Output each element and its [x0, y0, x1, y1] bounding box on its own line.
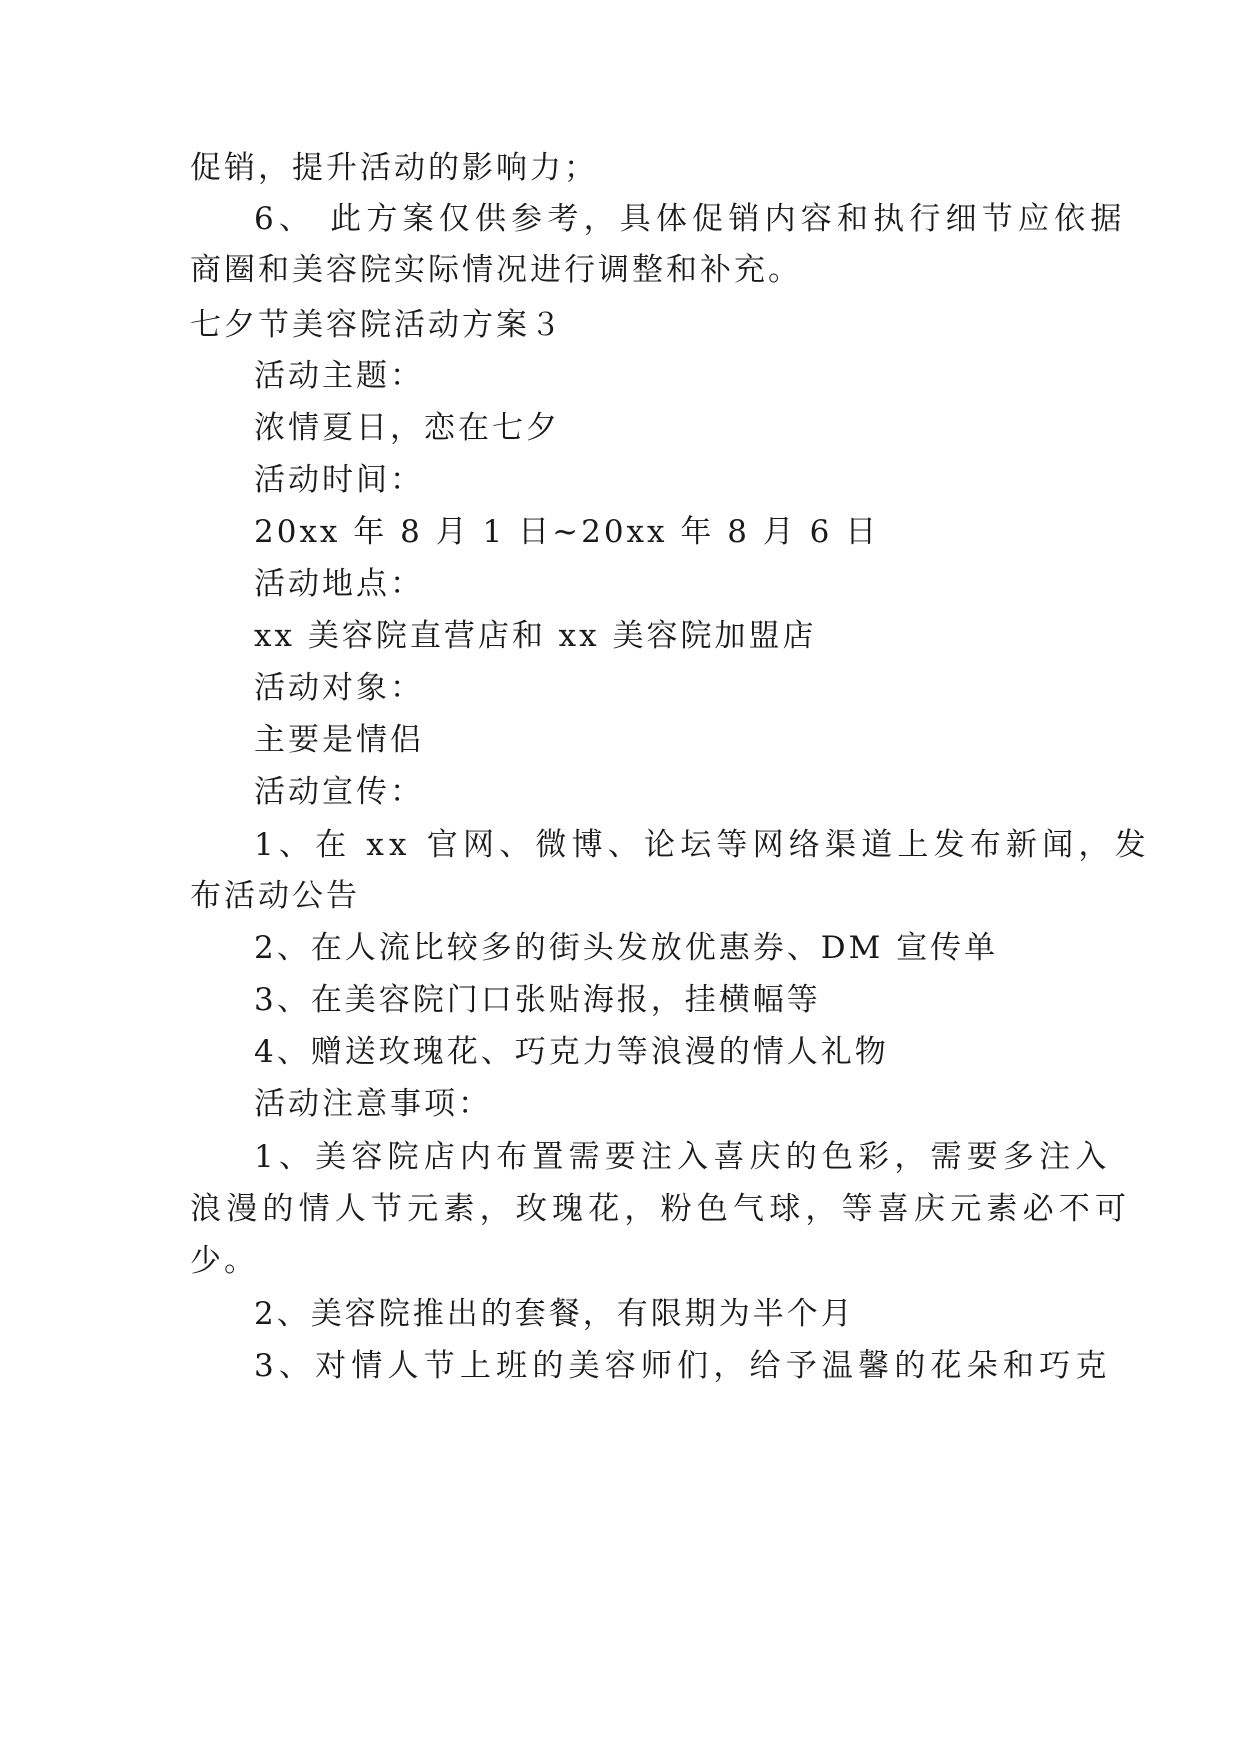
- promo-item-2: 2、在人流比较多的街头发放优惠券、DM 宣传单: [254, 930, 999, 966]
- section-heading: 七夕节美容院活动方案３: [190, 307, 564, 343]
- time-value: 20xx 年 8 月 1 日~20xx 年 8 月 6 日: [254, 514, 880, 550]
- theme-value: 浓情夏日，恋在七夕: [254, 410, 560, 446]
- time-label: 活动时间：: [254, 462, 424, 498]
- note-item-1-line-1: 1、美容院店内布置需要注入喜庆的色彩，需要多注入: [254, 1139, 1112, 1175]
- paragraph-item-6-line-1: 6、 此方案仅供参考，具体促销内容和执行细节应依据: [254, 201, 1127, 237]
- note-item-1-line-3: 少。: [190, 1243, 258, 1279]
- place-value: xx 美容院直营店和 xx 美容院加盟店: [254, 618, 817, 654]
- target-label: 活动对象：: [254, 670, 424, 706]
- place-label: 活动地点：: [254, 566, 424, 602]
- note-item-3-line-1: 3、对情人节上班的美容师们，给予温馨的花朵和巧克: [254, 1348, 1112, 1384]
- target-value: 主要是情侣: [254, 722, 424, 758]
- note-item-2: 2、美容院推出的套餐，有限期为半个月: [254, 1296, 855, 1332]
- promo-item-1-line-2: 布活动公告: [190, 878, 360, 914]
- promo-item-3: 3、在美容院门口张贴海报，挂横幅等: [254, 982, 821, 1018]
- promo-label: 活动宣传：: [254, 774, 424, 810]
- promo-item-4: 4、赠送玫瑰花、巧克力等浪漫的情人礼物: [254, 1034, 889, 1070]
- paragraph-continuation-line: 促销，提升活动的影响力；: [190, 150, 598, 186]
- theme-label: 活动主题：: [254, 358, 424, 394]
- note-item-1-line-2: 浪漫的情人节元素，玫瑰花，粉色气球，等喜庆元素必不可: [190, 1191, 1132, 1227]
- paragraph-item-6-line-2: 商圈和美容院实际情况进行调整和补充。: [190, 252, 802, 288]
- notes-label: 活动注意事项：: [254, 1086, 492, 1122]
- promo-item-1-line-1: 1、在 xx 官网、微博、论坛等网络渠道上发布新闻，发: [254, 827, 1151, 863]
